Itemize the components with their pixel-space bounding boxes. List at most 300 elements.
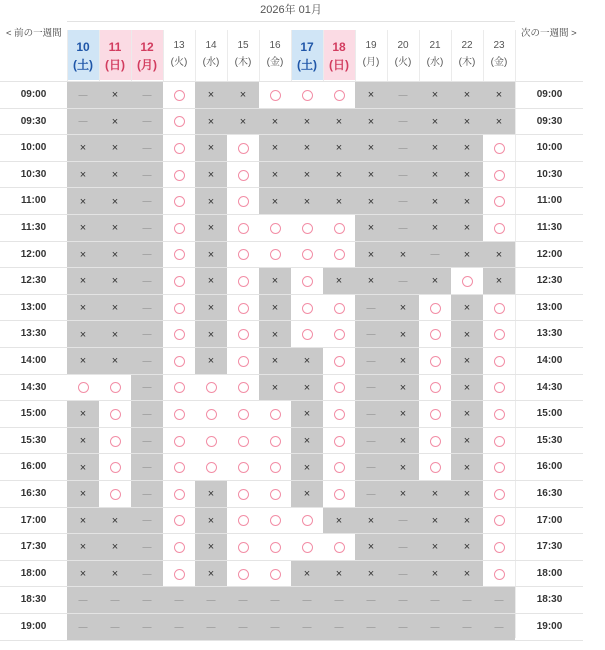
booked-x-icon: ×	[271, 275, 279, 288]
weekday-label: (金)	[490, 57, 508, 68]
available-slot[interactable]	[227, 348, 259, 375]
closed-dash-icon: －	[236, 594, 249, 609]
closed-slot	[131, 561, 163, 588]
booked-slot	[99, 321, 131, 348]
available-slot[interactable]	[163, 348, 195, 375]
available-slot[interactable]	[227, 162, 259, 189]
available-slot[interactable]	[227, 295, 259, 322]
booked-x-icon: ×	[303, 381, 311, 394]
available-slot[interactable]	[163, 481, 195, 508]
available-slot[interactable]	[259, 242, 291, 269]
available-slot[interactable]	[163, 188, 195, 215]
closed-slot	[355, 295, 387, 322]
available-slot[interactable]	[163, 162, 195, 189]
booked-slot	[451, 508, 483, 535]
available-slot[interactable]	[483, 561, 515, 588]
available-slot[interactable]	[323, 428, 355, 455]
available-circle-icon	[494, 436, 505, 447]
available-circle-icon	[270, 409, 281, 420]
available-slot[interactable]	[195, 401, 227, 428]
closed-dash-icon: －	[364, 594, 377, 609]
available-slot[interactable]	[163, 109, 195, 136]
closed-dash-icon: －	[140, 248, 153, 263]
available-slot[interactable]	[291, 295, 323, 322]
available-slot[interactable]	[259, 215, 291, 242]
booked-slot	[291, 401, 323, 428]
available-circle-icon	[494, 489, 505, 500]
available-circle-icon	[430, 409, 441, 420]
available-circle-icon	[238, 356, 249, 367]
booked-slot	[291, 428, 323, 455]
day-number: 11	[108, 40, 122, 54]
available-circle-icon	[494, 569, 505, 580]
available-circle-icon	[110, 382, 121, 393]
closed-dash-icon: －	[76, 88, 89, 103]
available-slot[interactable]	[451, 268, 483, 295]
available-slot[interactable]	[227, 481, 259, 508]
available-slot[interactable]	[99, 428, 131, 455]
available-circle-icon	[174, 542, 185, 553]
available-slot[interactable]	[163, 454, 195, 481]
available-slot[interactable]	[291, 321, 323, 348]
available-slot[interactable]	[163, 82, 195, 109]
available-slot[interactable]	[163, 215, 195, 242]
day-header	[387, 30, 419, 80]
available-slot[interactable]	[227, 534, 259, 561]
booked-x-icon: ×	[79, 302, 87, 315]
available-slot[interactable]	[323, 348, 355, 375]
available-circle-icon	[206, 436, 217, 447]
day-header	[419, 30, 451, 80]
day-number: 22	[461, 40, 473, 51]
booked-x-icon: ×	[399, 381, 407, 394]
available-circle-icon	[334, 329, 345, 340]
available-circle-icon	[302, 90, 313, 101]
next-week-link[interactable]: 次の一週間 >	[521, 28, 577, 39]
available-slot[interactable]	[163, 242, 195, 269]
booked-slot	[99, 242, 131, 269]
time-label: 18:30	[536, 594, 563, 606]
available-slot[interactable]	[483, 508, 515, 535]
booked-slot	[355, 162, 387, 189]
closed-slot	[131, 614, 163, 641]
booked-x-icon: ×	[431, 488, 439, 501]
booked-slot	[419, 135, 451, 162]
booked-slot	[451, 135, 483, 162]
available-circle-icon	[334, 409, 345, 420]
available-slot[interactable]	[259, 401, 291, 428]
booked-x-icon: ×	[79, 222, 87, 235]
available-slot[interactable]	[227, 242, 259, 269]
available-slot[interactable]	[323, 242, 355, 269]
available-slot[interactable]	[259, 481, 291, 508]
closed-dash-icon: －	[364, 620, 377, 635]
booked-x-icon: ×	[495, 275, 503, 288]
booked-x-icon: ×	[79, 248, 87, 261]
booked-x-icon: ×	[239, 115, 247, 128]
closed-slot	[291, 614, 323, 641]
closed-dash-icon: －	[396, 195, 409, 210]
booked-slot	[99, 162, 131, 189]
booked-slot	[291, 481, 323, 508]
available-circle-icon	[238, 196, 249, 207]
closed-dash-icon: －	[428, 248, 441, 263]
day-header	[323, 30, 355, 80]
day-header	[355, 30, 387, 80]
available-slot[interactable]	[163, 508, 195, 535]
available-slot[interactable]	[163, 135, 195, 162]
closed-slot	[355, 481, 387, 508]
closed-slot	[131, 454, 163, 481]
available-circle-icon	[430, 462, 441, 473]
closed-slot	[259, 614, 291, 641]
available-slot[interactable]	[323, 401, 355, 428]
day-number: 10	[76, 40, 90, 54]
time-label: 09:30	[536, 115, 563, 127]
booked-x-icon: ×	[399, 488, 407, 501]
available-slot[interactable]	[291, 215, 323, 242]
booked-x-icon: ×	[207, 169, 215, 182]
day-number: 14	[205, 40, 217, 51]
available-slot[interactable]	[227, 268, 259, 295]
available-slot[interactable]	[259, 82, 291, 109]
closed-slot	[131, 587, 163, 614]
booked-slot	[195, 268, 227, 295]
booked-x-icon: ×	[431, 169, 439, 182]
available-slot[interactable]	[291, 82, 323, 109]
available-slot[interactable]	[259, 534, 291, 561]
day-header	[163, 30, 195, 80]
available-slot[interactable]	[163, 375, 195, 402]
time-label: 14:30	[536, 381, 563, 393]
booked-x-icon: ×	[207, 89, 215, 102]
booked-slot	[419, 268, 451, 295]
booked-x-icon: ×	[495, 89, 503, 102]
closed-dash-icon: －	[140, 461, 153, 476]
closed-dash-icon: －	[396, 168, 409, 183]
row-divider	[0, 640, 583, 641]
booked-slot	[323, 109, 355, 136]
weekday-label: (日)	[329, 58, 349, 72]
booked-slot	[355, 215, 387, 242]
available-circle-icon	[430, 329, 441, 340]
booked-slot	[387, 401, 419, 428]
booked-slot	[195, 82, 227, 109]
booked-x-icon: ×	[463, 408, 471, 421]
booked-x-icon: ×	[111, 328, 119, 341]
booked-slot	[419, 82, 451, 109]
booked-x-icon: ×	[463, 568, 471, 581]
available-circle-icon	[174, 143, 185, 154]
time-label: 16:30	[536, 488, 563, 499]
booked-x-icon: ×	[335, 142, 343, 155]
available-slot[interactable]	[483, 321, 515, 348]
closed-slot	[387, 215, 419, 242]
booked-slot	[67, 428, 99, 455]
available-circle-icon	[238, 542, 249, 553]
booked-slot	[387, 295, 419, 322]
available-circle-icon	[174, 90, 185, 101]
available-slot[interactable]	[227, 561, 259, 588]
booked-slot	[99, 508, 131, 535]
available-slot[interactable]	[323, 454, 355, 481]
closed-slot	[99, 614, 131, 641]
booked-x-icon: ×	[463, 248, 471, 261]
available-slot[interactable]	[419, 348, 451, 375]
available-circle-icon	[110, 489, 121, 500]
available-slot[interactable]	[323, 481, 355, 508]
booked-x-icon: ×	[111, 541, 119, 554]
available-circle-icon	[174, 276, 185, 287]
available-circle-icon	[238, 409, 249, 420]
booked-x-icon: ×	[271, 169, 279, 182]
available-circle-icon	[174, 382, 185, 393]
closed-slot	[355, 428, 387, 455]
closed-slot	[419, 587, 451, 614]
available-slot[interactable]	[163, 321, 195, 348]
available-slot[interactable]	[483, 481, 515, 508]
available-slot[interactable]	[227, 401, 259, 428]
available-slot[interactable]	[227, 508, 259, 535]
available-slot[interactable]	[195, 375, 227, 402]
available-slot[interactable]	[227, 135, 259, 162]
available-slot[interactable]	[483, 428, 515, 455]
available-slot[interactable]	[195, 454, 227, 481]
closed-dash-icon: －	[460, 594, 473, 609]
day-header	[67, 30, 99, 80]
closed-dash-icon: －	[140, 354, 153, 369]
booked-x-icon: ×	[367, 169, 375, 182]
closed-dash-icon: －	[140, 594, 153, 609]
available-slot[interactable]	[195, 428, 227, 455]
closed-slot	[387, 109, 419, 136]
booked-x-icon: ×	[367, 514, 375, 527]
booked-slot	[419, 561, 451, 588]
booked-x-icon: ×	[303, 461, 311, 474]
available-slot[interactable]	[163, 295, 195, 322]
closed-slot	[131, 82, 163, 109]
booked-x-icon: ×	[79, 275, 87, 288]
available-slot[interactable]	[163, 401, 195, 428]
time-label: 15:30	[536, 434, 563, 446]
available-slot[interactable]	[291, 534, 323, 561]
booked-slot	[291, 375, 323, 402]
available-slot[interactable]	[99, 375, 131, 402]
available-circle-icon	[494, 409, 505, 420]
available-slot[interactable]	[99, 454, 131, 481]
available-slot[interactable]	[483, 348, 515, 375]
booked-slot	[451, 215, 483, 242]
available-slot[interactable]	[259, 454, 291, 481]
available-slot[interactable]	[323, 295, 355, 322]
booked-x-icon: ×	[111, 89, 119, 102]
time-label: 13:30	[20, 328, 47, 340]
available-circle-icon	[494, 196, 505, 207]
available-slot[interactable]	[291, 508, 323, 535]
booked-x-icon: ×	[367, 248, 375, 261]
available-circle-icon	[494, 542, 505, 553]
month-label: 2026年 01月	[260, 4, 322, 16]
available-slot[interactable]	[227, 454, 259, 481]
available-slot[interactable]	[323, 82, 355, 109]
booked-x-icon: ×	[207, 302, 215, 315]
available-slot[interactable]	[483, 375, 515, 402]
booked-slot	[355, 534, 387, 561]
closed-slot	[419, 242, 451, 269]
available-slot[interactable]	[99, 481, 131, 508]
available-slot[interactable]	[323, 321, 355, 348]
booked-x-icon: ×	[399, 355, 407, 368]
day-header	[291, 30, 323, 80]
booked-slot	[483, 242, 515, 269]
available-slot[interactable]	[163, 428, 195, 455]
booked-x-icon: ×	[207, 115, 215, 128]
time-label: 19:00	[20, 621, 47, 632]
booked-x-icon: ×	[303, 435, 311, 448]
available-circle-icon	[174, 515, 185, 526]
available-circle-icon	[238, 249, 249, 260]
booked-slot	[387, 428, 419, 455]
closed-slot	[227, 614, 259, 641]
available-circle-icon	[334, 249, 345, 260]
closed-slot	[67, 82, 99, 109]
booked-slot	[451, 321, 483, 348]
time-label: 11:30	[536, 222, 563, 233]
available-circle-icon	[238, 303, 249, 314]
booked-slot	[227, 109, 259, 136]
available-circle-icon	[494, 462, 505, 473]
available-circle-icon	[270, 515, 281, 526]
booked-slot	[67, 295, 99, 322]
time-label: 14:00	[20, 355, 47, 366]
closed-slot	[131, 401, 163, 428]
available-slot[interactable]	[291, 268, 323, 295]
booked-x-icon: ×	[207, 142, 215, 155]
available-circle-icon	[494, 303, 505, 314]
available-slot[interactable]	[227, 188, 259, 215]
booked-x-icon: ×	[239, 89, 247, 102]
available-slot[interactable]	[99, 401, 131, 428]
booked-slot	[67, 321, 99, 348]
weekday-label: (水)	[202, 57, 220, 68]
available-slot[interactable]	[483, 135, 515, 162]
booked-x-icon: ×	[111, 302, 119, 315]
available-slot[interactable]	[67, 375, 99, 402]
available-slot[interactable]	[419, 454, 451, 481]
booked-slot	[67, 242, 99, 269]
available-circle-icon	[494, 143, 505, 154]
booked-x-icon: ×	[271, 328, 279, 341]
closed-slot	[355, 587, 387, 614]
available-circle-icon	[238, 436, 249, 447]
available-slot[interactable]	[227, 321, 259, 348]
closed-dash-icon: －	[140, 274, 153, 289]
available-slot[interactable]	[163, 561, 195, 588]
booked-slot	[195, 508, 227, 535]
time-label: 18:30	[20, 594, 47, 606]
closed-dash-icon: －	[140, 221, 153, 236]
time-label: 09:00	[20, 89, 47, 100]
booked-x-icon: ×	[335, 169, 343, 182]
prev-week-link[interactable]: < 前の一週間	[6, 28, 62, 39]
booked-slot	[451, 348, 483, 375]
booked-slot	[387, 481, 419, 508]
available-slot[interactable]	[227, 428, 259, 455]
available-slot[interactable]	[483, 401, 515, 428]
available-slot[interactable]	[323, 534, 355, 561]
booked-x-icon: ×	[207, 488, 215, 501]
available-slot[interactable]	[483, 295, 515, 322]
available-slot[interactable]	[291, 242, 323, 269]
time-label: 14:00	[536, 355, 563, 366]
available-slot[interactable]	[259, 561, 291, 588]
time-label: 18:00	[536, 567, 563, 579]
booked-x-icon: ×	[303, 142, 311, 155]
booked-slot	[195, 561, 227, 588]
day-number: 13	[173, 40, 185, 51]
available-circle-icon	[270, 90, 281, 101]
weekday-label: (火)	[170, 57, 188, 68]
booked-x-icon: ×	[303, 408, 311, 421]
booked-slot	[99, 348, 131, 375]
available-slot[interactable]	[227, 215, 259, 242]
available-slot[interactable]	[483, 162, 515, 189]
booked-slot	[355, 188, 387, 215]
available-slot[interactable]	[483, 215, 515, 242]
booked-x-icon: ×	[463, 514, 471, 527]
available-slot[interactable]	[483, 454, 515, 481]
closed-dash-icon: －	[204, 594, 217, 609]
booked-slot	[419, 162, 451, 189]
available-slot[interactable]	[483, 534, 515, 561]
closed-dash-icon: －	[364, 328, 377, 343]
available-slot[interactable]	[419, 295, 451, 322]
booked-slot	[195, 162, 227, 189]
available-circle-icon	[174, 196, 185, 207]
booked-slot	[451, 401, 483, 428]
available-slot[interactable]	[419, 428, 451, 455]
booked-slot	[387, 348, 419, 375]
available-slot[interactable]	[419, 321, 451, 348]
available-slot[interactable]	[323, 375, 355, 402]
weekday-label: (木)	[458, 57, 476, 68]
available-slot[interactable]	[259, 428, 291, 455]
time-label: 09:00	[536, 89, 563, 100]
available-slot[interactable]	[163, 534, 195, 561]
available-circle-icon	[238, 489, 249, 500]
closed-slot	[131, 534, 163, 561]
available-slot[interactable]	[227, 375, 259, 402]
available-slot[interactable]	[163, 268, 195, 295]
booked-x-icon: ×	[463, 195, 471, 208]
booked-slot	[451, 534, 483, 561]
closed-slot	[291, 587, 323, 614]
booked-slot	[451, 109, 483, 136]
available-slot[interactable]	[323, 215, 355, 242]
available-slot[interactable]	[419, 401, 451, 428]
time-label: 13:00	[536, 301, 563, 313]
available-slot[interactable]	[259, 508, 291, 535]
closed-dash-icon: －	[364, 487, 377, 502]
booked-x-icon: ×	[367, 115, 375, 128]
available-slot[interactable]	[419, 375, 451, 402]
available-slot[interactable]	[483, 188, 515, 215]
booked-x-icon: ×	[111, 275, 119, 288]
available-circle-icon	[174, 436, 185, 447]
available-circle-icon	[494, 382, 505, 393]
booked-slot	[259, 162, 291, 189]
booked-slot	[99, 295, 131, 322]
